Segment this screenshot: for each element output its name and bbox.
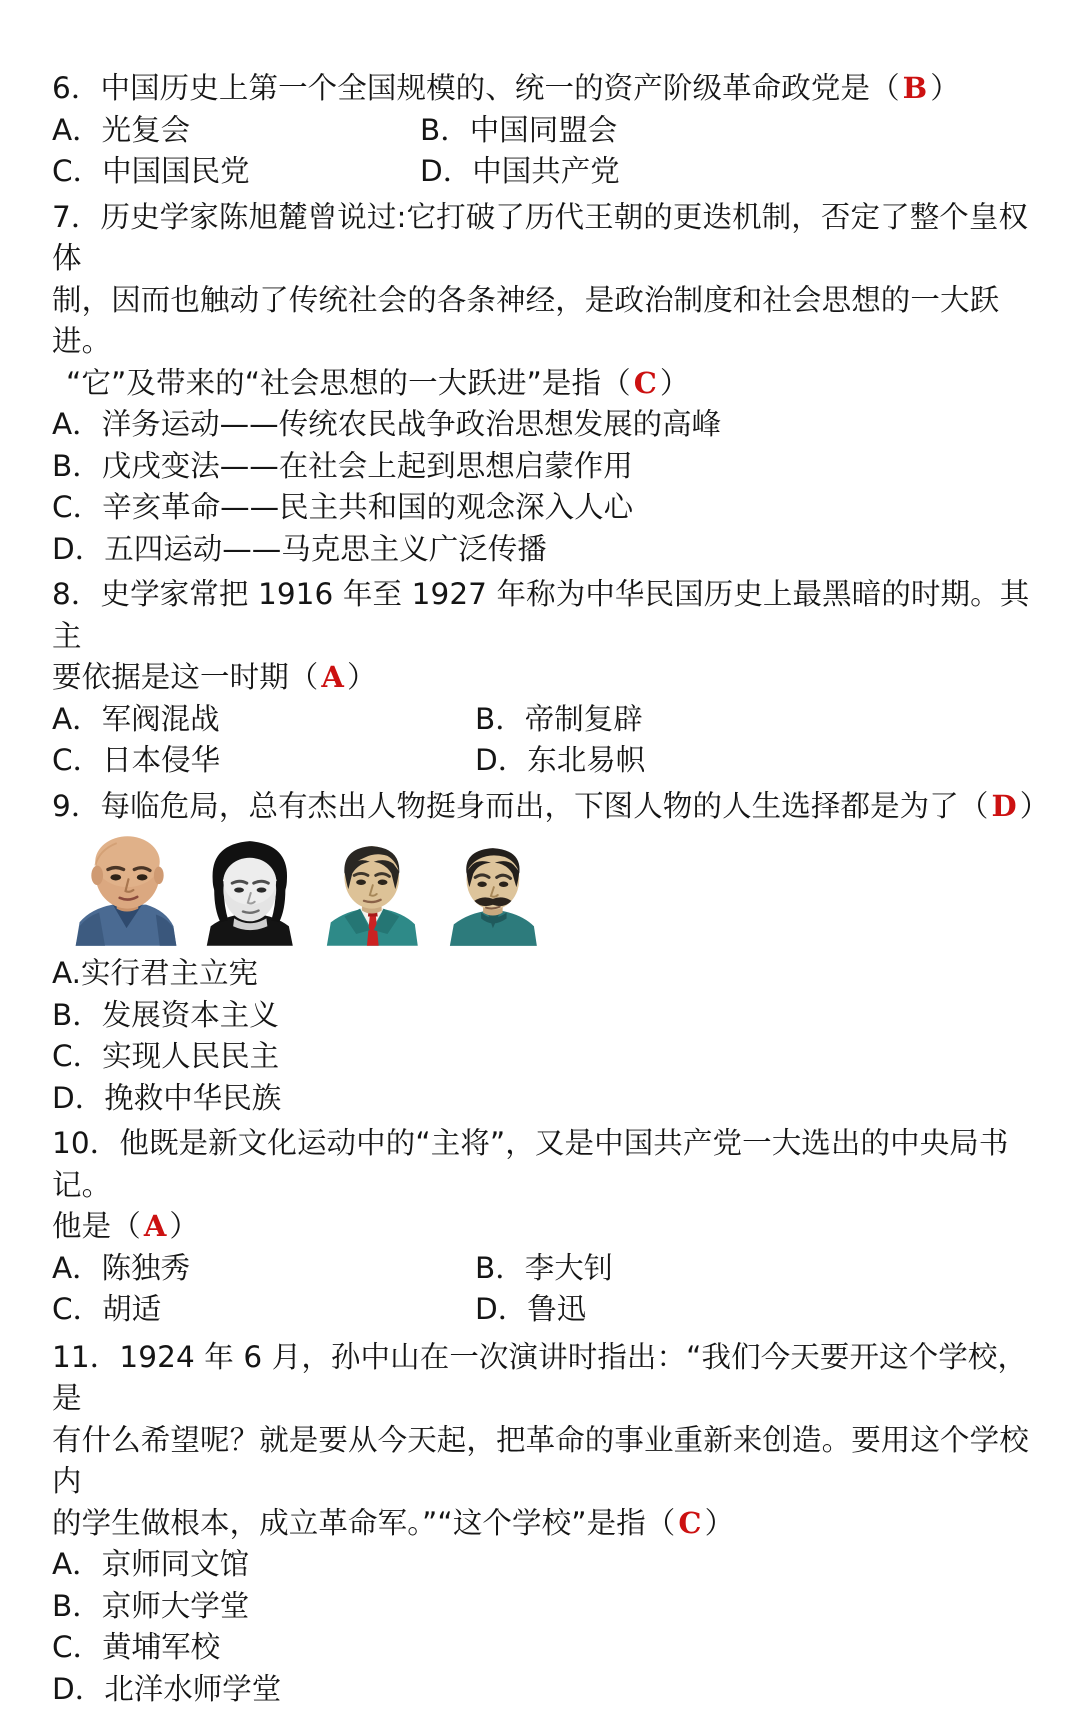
question-6-option-b[interactable]: B．中国同盟会: [420, 110, 617, 152]
question-11-stem-line-2: 有什么希望呢？就是要从今天起，把革命的事业重新来创造。要用这个学校内: [52, 1420, 1050, 1503]
question-6-option-a[interactable]: A．光复会: [52, 110, 420, 152]
portrait-2-monochrome-man-qing-cap: [197, 835, 303, 947]
question-11-stem-line-3: [52, 1503, 1050, 1545]
question-7-stem-tail: ）: [660, 366, 690, 400]
question-8-stem-line-1: 8．史学家常把 1916 年至 1927 年称为中华民国历史上最黑暗的时期。其主: [52, 574, 1050, 657]
question-7-option-d[interactable]: D．五四运动——马克思主义广泛传播: [52, 529, 1050, 571]
question-9-option-c[interactable]: C．实现人民民主: [52, 1036, 1050, 1078]
question-7-option-c[interactable]: C．辛亥革命——民主共和国的观念深入人心: [52, 487, 1050, 529]
question-6-stem-tail: ）: [930, 71, 960, 105]
portrait-3-man-teal-suit-red-tie: [321, 839, 423, 947]
question-7: [52, 197, 1050, 571]
question-6-options-row-2: [52, 151, 1050, 193]
question-10-stem-line-2-text: 他是（: [52, 1209, 141, 1243]
question-8-stem-line-2: [52, 657, 1050, 699]
question-6-stem-text: 6．中国历史上第一个全国规模的、统一的资产阶级革命政党是（: [52, 71, 900, 105]
question-11-option-b[interactable]: B．京师大学堂: [52, 1586, 1050, 1628]
question-6: [52, 68, 1050, 193]
question-9-option-d[interactable]: D．挽救中华民族: [52, 1078, 1050, 1120]
question-10-options-row-1: [52, 1248, 1050, 1290]
question-10-options-row-2: [52, 1289, 1050, 1331]
question-6-option-d[interactable]: D．中国共产党: [420, 151, 620, 193]
question-7-stem-line-3: [52, 363, 1050, 405]
question-8: [52, 574, 1050, 782]
question-7-options: [52, 404, 1050, 570]
question-9-option-b[interactable]: B．发展资本主义: [52, 995, 1050, 1037]
question-7-stem-line-2: 制，因而也触动了传统社会的各条神经，是政治制度和社会思想的一大跃进。: [52, 280, 1050, 363]
question-9-options: [52, 953, 1050, 1119]
question-10-answer: A: [141, 1209, 170, 1243]
question-9-stem-text: 9．每临危局，总有杰出人物挺身而出，下图人物的人生选择都是为了（: [52, 789, 988, 823]
question-6-option-c[interactable]: C．中国国民党: [52, 151, 420, 193]
question-10-stem-tail: ）: [169, 1209, 199, 1243]
question-8-option-d[interactable]: D．东北易帜: [475, 740, 645, 782]
question-10-option-b[interactable]: B．李大钊: [475, 1248, 613, 1290]
question-11-answer: C: [675, 1506, 704, 1540]
question-8-answer: A: [318, 660, 347, 694]
question-7-stem-line-3-text: “它”及带来的“社会思想的一大跃进”是指（: [66, 366, 631, 400]
question-8-option-c[interactable]: C．日本侵华: [52, 740, 475, 782]
question-11-stem-line-3-text: 的学生做根本，成立革命军。”“这个学校”是指（: [52, 1506, 675, 1540]
question-10-option-a[interactable]: A．陈独秀: [52, 1248, 475, 1290]
question-11-options: [52, 1544, 1050, 1710]
question-10-option-c[interactable]: C．胡适: [52, 1289, 475, 1331]
question-11-option-d[interactable]: D．北洋水师学堂: [52, 1669, 1050, 1710]
question-11-stem-tail: ）: [705, 1506, 735, 1540]
question-11: [52, 1337, 1050, 1710]
question-9-figure: [62, 835, 542, 947]
question-7-option-b[interactable]: B．戊戌变法——在社会上起到思想启蒙作用: [52, 446, 1050, 488]
question-6-answer: B: [900, 71, 931, 105]
question-8-options-row-2: [52, 740, 1050, 782]
question-9: [52, 786, 1050, 1120]
question-9-stem: [52, 786, 1050, 828]
question-10-stem-line-1: 10．他既是新文化运动中的“主将”，又是中国共产党一大选出的中央局书记。: [52, 1123, 1050, 1206]
question-9-stem-tail: ）: [1020, 789, 1050, 823]
question-7-option-a[interactable]: A．洋务运动——传统农民战争政治思想发展的高峰: [52, 404, 1050, 446]
question-10: [52, 1123, 1050, 1331]
portrait-1-bald-man-blue-robe: [62, 835, 189, 947]
portrait-4-man-with-moustache-teal-jacket: [444, 843, 542, 947]
question-11-stem-line-1: 11．1924 年 6 月，孙中山在一次演讲时指出：“我们今天要开这个学校，是: [52, 1337, 1050, 1420]
question-6-stem: [52, 68, 1050, 110]
question-9-option-a[interactable]: A.实行君主立宪: [52, 953, 1050, 995]
question-9-answer: D: [988, 789, 1019, 823]
question-6-options-row-1: [52, 110, 1050, 152]
question-10-option-d[interactable]: D．鲁迅: [475, 1289, 586, 1331]
question-7-stem-line-1: 7．历史学家陈旭麓曾说过:它打破了历代王朝的更迭机制，否定了整个皇权体: [52, 197, 1050, 280]
question-7-answer: C: [631, 366, 660, 400]
question-8-option-a[interactable]: A．军阀混战: [52, 699, 475, 741]
question-8-options-row-1: [52, 699, 1050, 741]
question-8-stem-tail: ）: [347, 660, 377, 694]
question-8-option-b[interactable]: B．帝制复辟: [475, 699, 643, 741]
question-8-stem-line-2-text: 要依据是这一时期（: [52, 660, 318, 694]
question-10-stem-line-2: [52, 1206, 1050, 1248]
question-11-option-a[interactable]: A．京师同文馆: [52, 1544, 1050, 1586]
question-11-option-c[interactable]: C．黄埔军校: [52, 1627, 1050, 1669]
